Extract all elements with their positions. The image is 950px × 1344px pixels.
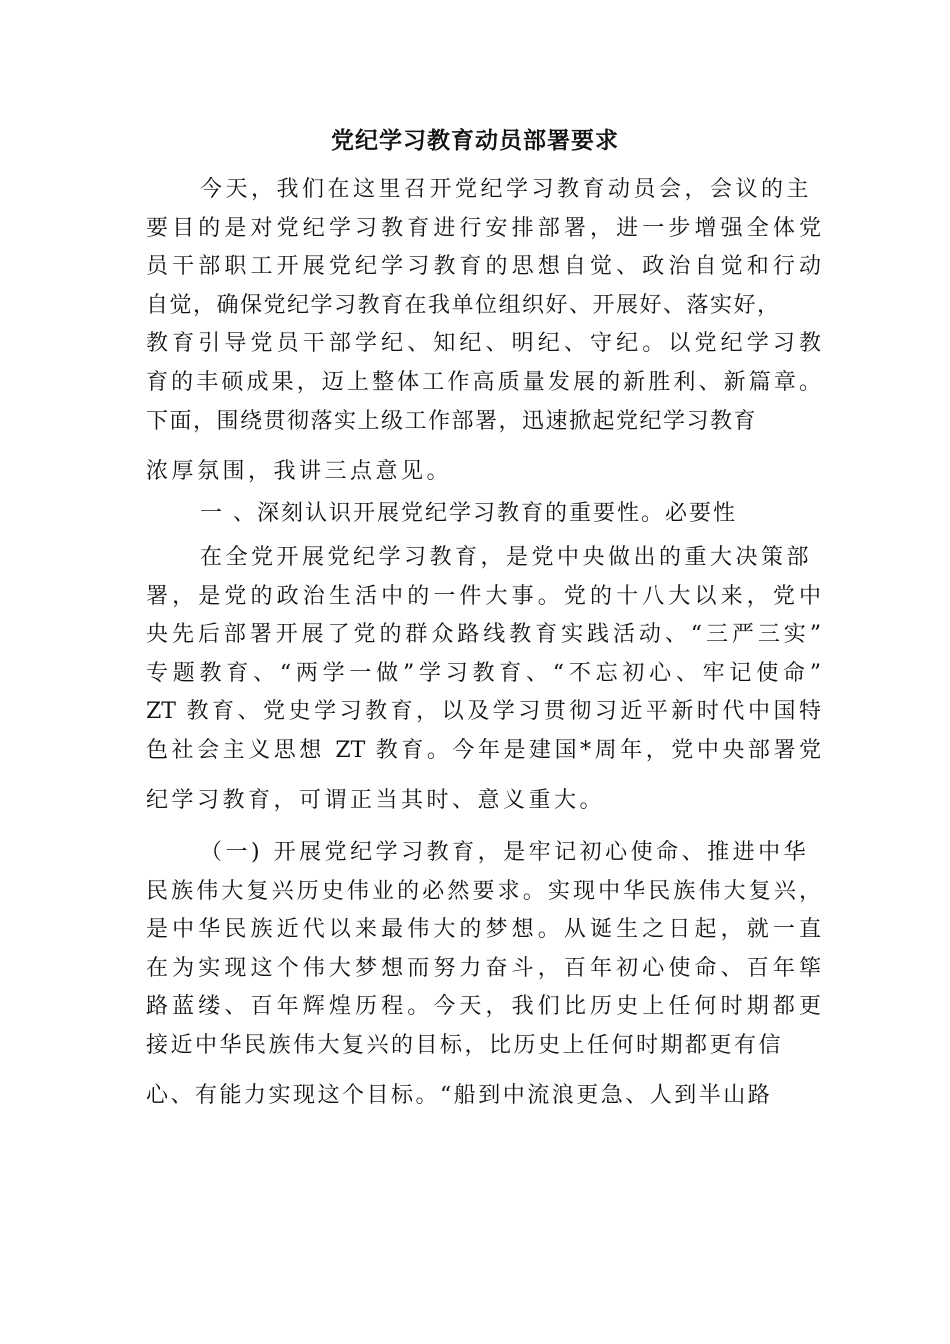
paragraph-line: 是中华民族近代以来最伟大的梦想。从诞生之日起，就一直 (146, 917, 821, 942)
paragraph-line: 浓厚氛围，我讲三点意见。 (146, 459, 453, 484)
paragraph-line: 署，是党的政治生活中的一件大事。党的十八大以来，党中 (146, 584, 821, 609)
paragraph-line: 央先后部署开展了党的群众路线教育实践活动、“三严三实” (146, 622, 821, 647)
paragraph-line: 色社会主义思想 ZT 教育。今年是建国*周年，党中央部署党 (146, 738, 821, 763)
paragraph-line: ZT 教育、党史学习教育，以及学习贯彻习近平新时代中国特 (146, 699, 821, 724)
paragraph-line: 专题教育、“两学一做”学习教育、“不忘初心、牢记使命” (146, 661, 821, 686)
paragraph-line: 心、有能力实现这个目标。“船到中流浪更急、人到半山路 (146, 1083, 773, 1108)
paragraph-line: 今天，我们在这里召开党纪学习教育动员会，会议的主 (200, 177, 813, 202)
paragraph-line: 育的丰硕成果，迈上整体工作高质量发展的新胜利、新篇章。 (146, 370, 821, 395)
paragraph-line: 民族伟大复兴历史伟业的必然要求。实现中华民族伟大复兴， (146, 879, 821, 904)
paragraph-line: 要目的是对党纪学习教育进行安排部署，进一步增强全体党 (146, 216, 821, 241)
paragraph-line: 在全党开展党纪学习教育，是党中央做出的重大决策部 (200, 545, 813, 570)
paragraph-line: 员干部职工开展党纪学习教育的思想自觉、政治自觉和行动 (146, 254, 821, 279)
section-heading: 一 、深刻认识开展党纪学习教育的重要性。必要性 (200, 501, 737, 526)
paragraph-line: （一) 开展党纪学习教育，是牢记初心使命、推进中华 (200, 840, 810, 865)
paragraph-line: 教育引导党员干部学纪、知纪、明纪、守纪。以党纪学习教 (146, 331, 821, 356)
paragraph-line: 路蓝缕、百年辉煌历程。今天，我们比历史上任何时期都更 (146, 994, 821, 1019)
paragraph-line: 下面，围绕贯彻落实上级工作部署，迅速掀起党纪学习教育 (146, 409, 758, 434)
paragraph-line: 在为实现这个伟大梦想而努力奋斗，百年初心使命、百年筚 (146, 956, 821, 981)
paragraph-line: 接近中华民族伟大复兴的目标，比历史上任何时期都更有信 (146, 1033, 784, 1058)
document-title: 党纪学习教育动员部署要求 (331, 127, 619, 154)
paragraph-line: 自觉，确保党纪学习教育在我单位组织好、开展好、落实好， (146, 293, 781, 318)
paragraph-line: 纪学习教育，可谓正当其时、意义重大。 (146, 788, 606, 813)
